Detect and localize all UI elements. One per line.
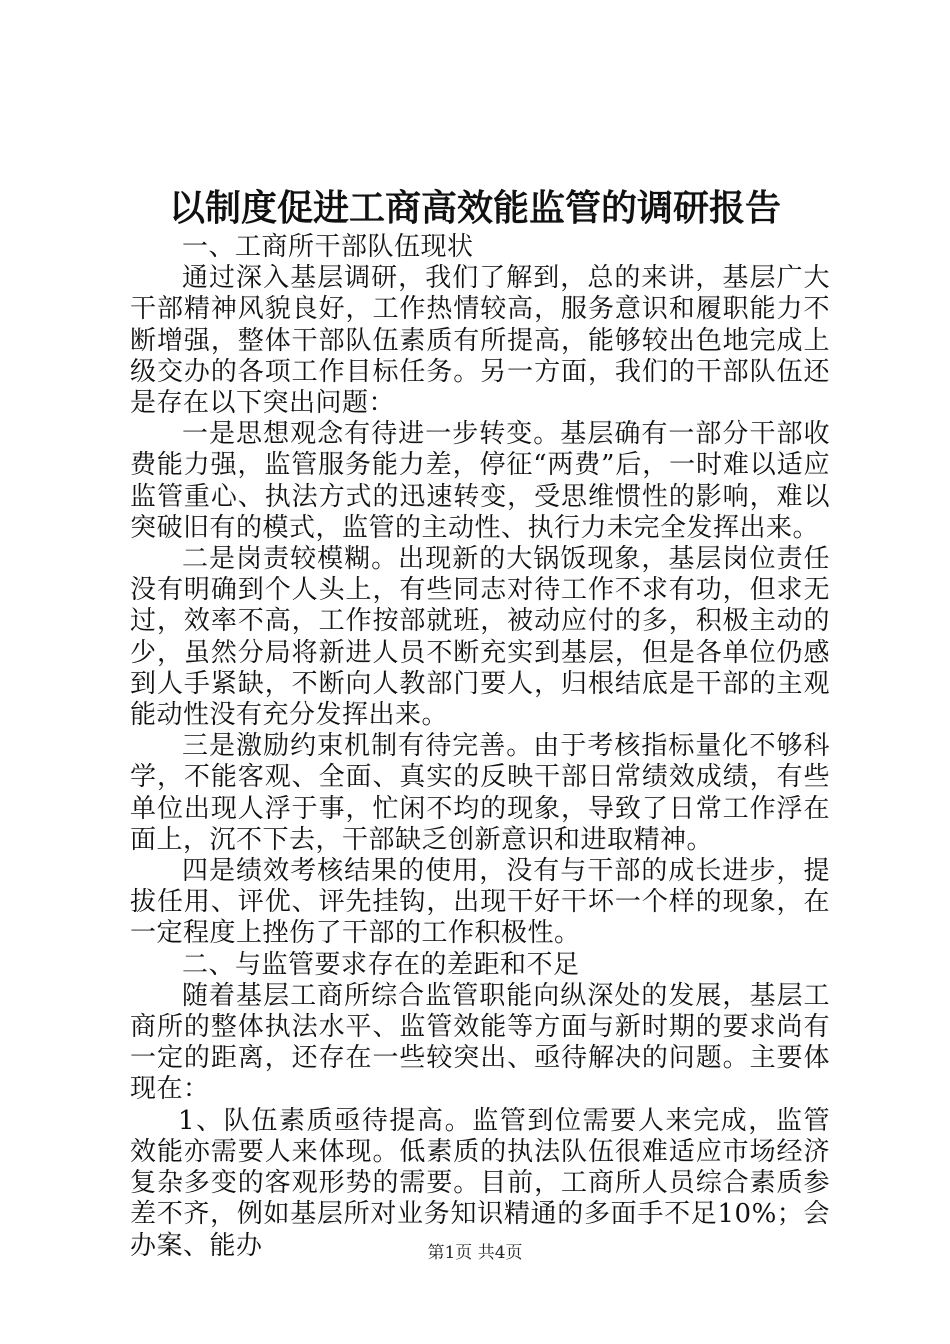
paragraph-issue-2: 二是岗责较模糊。出现新的大锅饭现象，基层岗位责任没有明确到个人头上，有些同志对待工作不求有功，但求无过，效率不高，工作按部就班，被动应付的多，积极主动的少，虽然分局将新进人员不断充实到基层，但是各单位仍感到人手紧缺，不断向人教部门要人，归根结底是干部的主观能动性没有充分发挥出来。 (130, 544, 830, 731)
section-heading-2: 二、与监管要求存在的差距和不足 (182, 949, 580, 980)
paragraph-issue-3: 三是激励约束机制有待完善。由于考核指标量化不够科学，不能客观、全面、真实的反映干部日常绩效成绩，有些单位出现人浮于事，忙闲不均的现象，导致了日常工作浮在面上，沉不下去，干部缺乏创新意识和进取精神。 (130, 731, 830, 855)
paragraph-gap-intro: 随着基层工商所综合监管职能向纵深处的发展，基层工商所的整体执法水平、监管效能等方面与新时期的要求尚有一定的距离，还存在一些较突出、亟待解决的问题。主要体现在： (130, 980, 830, 1105)
paragraph-intro: 通过深入基层调研，我们了解到，总的来讲，基层广大干部精神风貌良好，工作热情较高，服务意识和履职能力不断增强，整体干部队伍素质有所提高，能够较出色地完成上级交办的各项工作目标任务。另一方面，我们的干部队伍还是存在以下突出问题： (130, 263, 830, 419)
paragraph-issue-1: 一是思想观念有待进一步转变。基层确有一部分干部收费能力强，监管服务能力差，停征“两费”后，一时难以适应监管重心、执法方式的迅速转变，受思维惯性的影响，难以突破旧有的模式，监管的主动性、执行力未完全发挥出来。 (130, 419, 830, 543)
document-body (130, 232, 830, 1262)
paragraph-gap-1: 1、队伍素质亟待提高。监管到位需要人来完成，监管效能亦需要人来体现。低素质的执法队伍很难适应市场经济复杂多变的客观形势的需要。目前，工商所人员综合素质参差不齐，例如基层所对业务知识精通的多面手不足10%；会办案、能办 (130, 1105, 830, 1261)
section-heading-1: 一、工商所干部队伍现状 (182, 232, 474, 262)
page-number-footer: 第1页 共4页 (427, 1243, 523, 1263)
document-title: 以制度促进工商高效能监管的调研报告 (168, 187, 781, 229)
paragraph-issue-4: 四是绩效考核结果的使用，没有与干部的成长进步，提拔任用、评优、评先挂钩，出现干好干坏一个样的现象，在一定程度上挫伤了干部的工作积极性。 (130, 856, 830, 949)
